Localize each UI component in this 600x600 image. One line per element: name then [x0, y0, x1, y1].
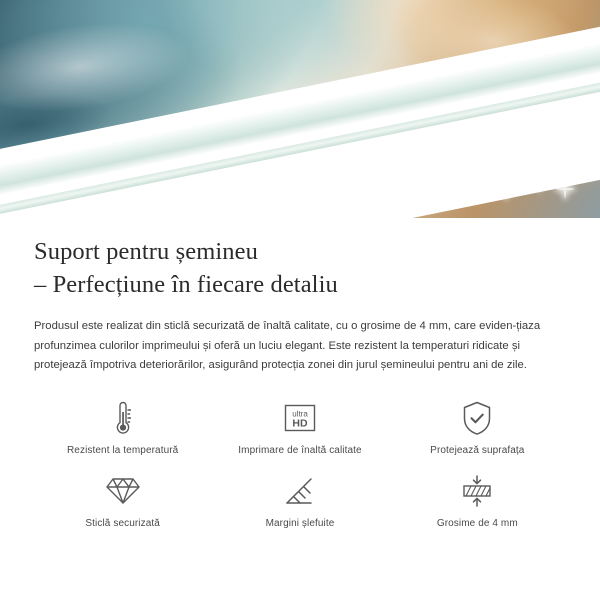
diamond-icon: [105, 470, 141, 512]
content-area: [0, 218, 600, 529]
feature-label: Protejează suprafața: [430, 445, 525, 457]
feature-label: Grosime de 4 mm: [436, 518, 518, 530]
feature-thickness: [389, 470, 566, 529]
feature-label: Rezistent la temperatură: [66, 445, 179, 457]
thermometer-icon: [108, 397, 138, 439]
page-title: [34, 236, 566, 301]
svg-text:HD: HD: [292, 417, 308, 430]
feature-label: Sticlă securizată: [85, 518, 160, 530]
shield-check-icon: [461, 397, 493, 439]
page-title-line-2: – Perfecțiune în fiecare detaliu: [34, 270, 338, 298]
product-description: Produsul este realizat din sticlă securizată de înaltă calitate, cu o grosime de 4 mm, care eviden-țiaza profunzimea culorilor imprimeului și oferă un luciu elegant. Este rezistent la temperaturi ridicate și protejează împotriva deteriorărilor, asigurând protecția zonei din jurul șemineului pentru ani de zile.: [34, 320, 541, 371]
hero-product-image: [0, 0, 600, 218]
feature-surface-protection: [389, 397, 566, 456]
page-title-line-1: Suport pentru șemineu: [34, 238, 258, 265]
feature-label: Margini șlefuite: [265, 518, 335, 530]
feature-tempered-glass: [34, 470, 211, 529]
polished-edges-icon: [283, 470, 317, 512]
svg-text:ultra: ultra: [292, 409, 308, 419]
feature-grid: [34, 397, 566, 529]
feature-temperature-resistant: [34, 397, 211, 456]
thickness-4mm-icon: [459, 470, 495, 512]
feature-polished-edges: [211, 470, 388, 529]
ultra-hd-icon: [283, 397, 317, 439]
feature-label: Imprimare de înaltă calitate: [238, 445, 362, 457]
feature-print-quality: [211, 397, 388, 456]
